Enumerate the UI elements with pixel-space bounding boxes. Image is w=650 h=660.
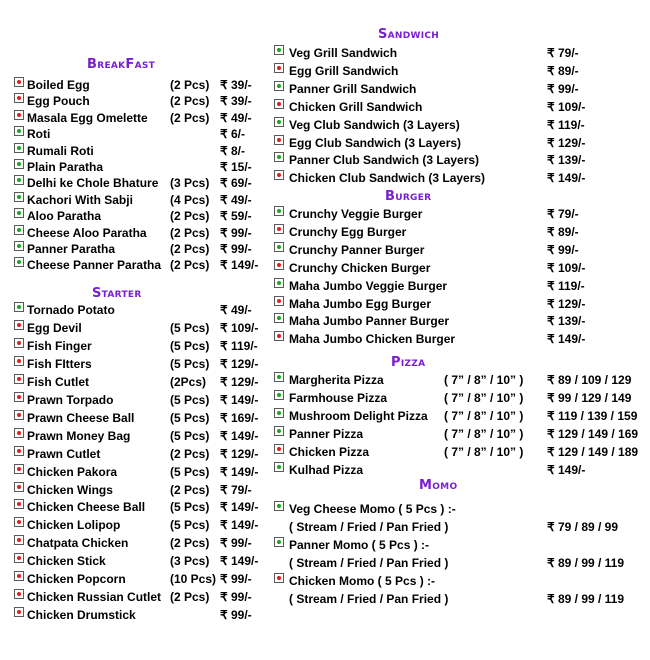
nonveg-indicator-icon [274, 331, 284, 341]
item-price: ₹ 149/- [547, 332, 586, 347]
item-name: Panner Grill Sandwich [289, 81, 417, 96]
item-name: Roti [27, 127, 51, 142]
item-name: Chicken Pizza [289, 444, 370, 459]
item-name: Crunchy Veggie Burger [289, 207, 423, 221]
item-name: Masala Egg Omelette [27, 110, 148, 125]
nonveg-indicator-icon [14, 464, 24, 474]
veg-indicator-icon [14, 208, 24, 218]
item-price: ₹ 129/- [220, 446, 259, 461]
item-name: Chicken Momo ( 5 Pcs ) :- [289, 573, 436, 588]
sandwich-item [274, 117, 650, 134]
burger-item [274, 242, 650, 259]
starter-item [14, 589, 259, 606]
item-name: Chatpata Chicken [27, 536, 129, 551]
item-name: Maha Jumbo Egg Burger [289, 296, 432, 311]
breakfast-item [14, 143, 259, 160]
item-price: ₹ 79/- [220, 482, 252, 497]
veg-indicator-icon [274, 462, 284, 472]
item-price: ₹ 149/- [220, 392, 259, 407]
item-quantity: (5 Pcs) [170, 356, 210, 371]
nonveg-indicator-icon [14, 428, 24, 438]
breakfast-item [14, 77, 259, 94]
nonveg-indicator-icon [14, 589, 24, 599]
item-price: ₹ 139/- [547, 153, 586, 168]
burger-item [274, 313, 650, 330]
item-name: Prawn Cutlet [27, 446, 101, 461]
item-size: ( 7” / 8” / 10” ) [444, 373, 524, 387]
item-price: ₹ 8/- [220, 143, 245, 158]
item-price: ₹ 129/- [547, 135, 586, 150]
item-price: ₹ 149/- [220, 554, 259, 569]
starter-item [14, 302, 259, 319]
item-name: Cheese Panner Paratha [27, 258, 162, 273]
breakfast-item [14, 110, 259, 127]
item-quantity: (2 Pcs) [170, 482, 210, 497]
breakfast-item [14, 225, 259, 242]
item-name: ( Stream / Fried / Pan Fried ) [289, 555, 449, 570]
item-name: Egg Pouch [27, 94, 90, 109]
item-price: ₹ 89/- [547, 63, 579, 78]
nonveg-indicator-icon [14, 320, 24, 330]
item-price: ₹ 99/- [220, 225, 252, 240]
starter-item [14, 446, 259, 463]
veg-indicator-icon [274, 313, 284, 323]
starter-item [14, 499, 259, 516]
veg-indicator-icon [274, 408, 284, 418]
item-name: Maha Jumbo Veggie Burger [289, 278, 448, 293]
nonveg-indicator-icon [14, 482, 24, 492]
item-quantity: (2 Pcs) [170, 110, 210, 125]
item-price: ₹ 149/- [220, 464, 259, 479]
item-size: ( 7” / 8” / 10” ) [444, 408, 524, 423]
item-name: Delhi ke Chole Bhature [27, 176, 159, 191]
momo-item [274, 591, 650, 608]
item-quantity: (3 Pcs) [170, 554, 210, 569]
veg-indicator-icon [274, 81, 284, 91]
sandwich-item [274, 152, 650, 169]
starter-item [14, 410, 259, 427]
item-name: Chicken Pakora [27, 464, 118, 479]
item-name: Aloo Paratha [27, 209, 102, 224]
item-quantity: (2 Pcs) [170, 446, 210, 461]
nonveg-indicator-icon [14, 392, 24, 402]
sandwich-item [274, 99, 650, 116]
item-name: Crunchy Chicken Burger [289, 260, 431, 275]
item-name: Panner Paratha [27, 242, 116, 256]
starter-item [14, 320, 259, 337]
veg-indicator-icon [14, 241, 24, 251]
nonveg-indicator-icon [274, 573, 284, 583]
item-name: Maha Jumbo Panner Burger [289, 314, 450, 329]
item-price: ₹ 149/- [547, 462, 586, 477]
burger-item [274, 224, 650, 241]
nonveg-indicator-icon [274, 260, 284, 270]
pizza-item [274, 372, 650, 389]
nonveg-indicator-icon [14, 77, 24, 87]
item-price: ₹ 59/- [220, 209, 252, 224]
item-price: ₹ 129/- [547, 296, 586, 311]
item-name: Crunchy Panner Burger [289, 242, 425, 257]
item-price: ₹ 149/- [220, 500, 259, 515]
item-price: ₹ 89 / 109 / 129 [547, 373, 632, 387]
veg-indicator-icon [14, 143, 24, 153]
item-name: Chicken Lolipop [27, 518, 121, 533]
nonveg-indicator-icon [14, 535, 24, 545]
item-name: Fish Cutlet [27, 374, 89, 389]
item-price: ₹ 109/- [220, 320, 259, 335]
item-size: ( 7” / 8” / 10” ) [444, 444, 524, 459]
nonveg-indicator-icon [274, 135, 284, 145]
item-price: ₹ 15/- [220, 160, 252, 174]
burger-item [274, 278, 650, 295]
item-name: Farmhouse Pizza [289, 390, 388, 405]
item-name: ( Stream / Fried / Pan Fried ) [289, 591, 449, 606]
item-name: Veg Grill Sandwich [289, 46, 398, 60]
item-quantity: (2 Pcs) [170, 258, 210, 273]
item-quantity: (2 Pcs) [170, 225, 210, 240]
veg-indicator-icon [274, 426, 284, 436]
item-price: ₹ 89 / 99 / 119 [547, 555, 625, 570]
item-name: Veg Cheese Momo ( 5 Pcs ) :- [289, 502, 456, 516]
item-name: Plain Paratha [27, 160, 104, 174]
momo-heading: Momo [419, 478, 458, 493]
item-name: Chicken Grill Sandwich [289, 99, 423, 114]
item-price: ₹ 99 / 129 / 149 [547, 390, 632, 405]
veg-indicator-icon [14, 302, 24, 312]
item-quantity: (2 Pcs) [170, 242, 210, 256]
starter-item [14, 607, 259, 624]
item-price: ₹ 109/- [547, 99, 586, 114]
item-price: ₹ 149/- [547, 171, 586, 186]
sandwich-item [274, 81, 650, 98]
item-name: Boiled Egg [27, 78, 90, 92]
item-price: ₹ 149/- [220, 428, 259, 443]
item-price: ₹ 69/- [220, 176, 252, 191]
item-price: ₹ 99/- [220, 608, 252, 623]
item-name: Mushroom Delight Pizza [289, 408, 428, 423]
veg-indicator-icon [14, 225, 24, 235]
item-price: ₹ 99/- [220, 590, 252, 605]
item-price: ₹ 149/- [220, 518, 259, 533]
burger-item [274, 331, 650, 348]
item-quantity: (5 Pcs) [170, 392, 210, 407]
pizza-item [274, 444, 650, 461]
item-price: ₹ 119/- [547, 117, 585, 132]
item-name: Panner Pizza [289, 426, 364, 441]
starter-heading: Starter [92, 286, 142, 301]
item-price: ₹ 89 / 99 / 119 [547, 591, 625, 606]
pizza-heading: Pizza [391, 355, 426, 370]
item-name: Prawn Money Bag [27, 428, 131, 443]
item-name: Maha Jumbo Chicken Burger [289, 332, 456, 347]
item-name: Fish Finger [27, 338, 92, 353]
item-quantity: (5 Pcs) [170, 410, 210, 425]
item-quantity: (2 Pcs) [170, 94, 210, 109]
item-quantity: (5 Pcs) [170, 500, 210, 515]
veg-indicator-icon [274, 278, 284, 288]
item-name: Chicken Drumstick [27, 608, 136, 623]
item-name: Veg Club Sandwich (3 Layers) [289, 117, 460, 132]
nonveg-indicator-icon [14, 553, 24, 563]
nonveg-indicator-icon [14, 410, 24, 420]
veg-indicator-icon [274, 117, 284, 127]
pizza-item [274, 462, 650, 479]
item-name: ( Stream / Fried / Pan Fried ) [289, 519, 449, 534]
momo-item [274, 537, 650, 554]
item-price: ₹ 99/- [547, 81, 579, 96]
nonveg-indicator-icon [14, 356, 24, 366]
breakfast-item [14, 159, 259, 176]
item-price: ₹ 49/- [220, 192, 252, 207]
veg-indicator-icon [274, 537, 284, 547]
item-price: ₹ 119/- [220, 338, 258, 353]
item-price: ₹ 129 / 149 / 169 [547, 426, 639, 441]
veg-indicator-icon [274, 372, 284, 382]
item-quantity: (5 Pcs) [170, 428, 210, 443]
item-quantity: (2 Pcs) [170, 209, 210, 224]
burger-item [274, 206, 650, 223]
veg-indicator-icon [274, 242, 284, 252]
starter-item [14, 374, 259, 391]
breakfast-item [14, 126, 259, 143]
item-price: ₹ 79/- [547, 46, 579, 60]
item-price: ₹ 49/- [220, 110, 252, 125]
veg-indicator-icon [274, 206, 284, 216]
nonveg-indicator-icon [274, 63, 284, 73]
item-price: ₹ 79/- [547, 207, 579, 221]
breakfast-item [14, 93, 259, 110]
nonveg-indicator-icon [14, 446, 24, 456]
item-quantity: (5 Pcs) [170, 338, 210, 353]
item-quantity: (2Pcs) [170, 374, 207, 389]
item-name: Egg Devil [27, 320, 82, 335]
starter-item [14, 392, 259, 409]
item-name: Chicken Wings [27, 482, 113, 497]
nonveg-indicator-icon [14, 374, 24, 384]
item-quantity: (3 Pcs) [170, 176, 210, 191]
nonveg-indicator-icon [14, 338, 24, 348]
item-name: Chicken Cheese Ball [27, 500, 146, 515]
item-name: Fish FItters [27, 356, 92, 371]
burger-item [274, 296, 650, 313]
veg-indicator-icon [274, 152, 284, 162]
breakfast-item [14, 241, 259, 258]
breakfast-item [14, 257, 259, 274]
veg-indicator-icon [274, 45, 284, 55]
item-quantity: (2 Pcs) [170, 536, 210, 551]
pizza-item [274, 408, 650, 425]
item-name: Panner Club Sandwich (3 Layers) [289, 153, 480, 168]
burger-item [274, 260, 650, 277]
nonveg-indicator-icon [274, 99, 284, 109]
item-name: Egg Grill Sandwich [289, 63, 399, 78]
sandwich-heading: Sandwich [378, 27, 440, 42]
nonveg-indicator-icon [14, 93, 24, 103]
starter-item [14, 356, 259, 373]
item-name: Cheese Aloo Paratha [27, 225, 147, 240]
burger-heading: Burger [385, 189, 432, 204]
item-size: ( 7” / 8” / 10” ) [444, 426, 524, 441]
nonveg-indicator-icon [274, 296, 284, 306]
veg-indicator-icon [14, 159, 24, 169]
momo-item [274, 501, 650, 518]
item-name: Chicken Popcorn [27, 572, 126, 587]
item-name: Tornado Potato [27, 303, 115, 317]
item-price: ₹ 109/- [547, 260, 586, 275]
item-quantity: (4 Pcs) [170, 192, 210, 207]
nonveg-indicator-icon [14, 517, 24, 527]
item-name: Kulhad Pizza [289, 462, 364, 477]
item-name: Egg Club Sandwich (3 Layers) [289, 135, 462, 150]
momo-item [274, 555, 650, 572]
veg-indicator-icon [14, 126, 24, 136]
pizza-item [274, 426, 650, 443]
starter-item [14, 535, 259, 552]
starter-item [14, 517, 259, 534]
item-quantity: (5 Pcs) [170, 464, 210, 479]
nonveg-indicator-icon [274, 224, 284, 234]
item-price: ₹ 39/- [220, 94, 252, 109]
breakfast-item [14, 175, 259, 192]
item-name: Prawn Cheese Ball [27, 410, 135, 425]
item-size: ( 7” / 8” / 10” ) [444, 390, 524, 405]
item-name: Kachori With Sabji [27, 192, 133, 207]
item-price: ₹ 129 / 149 / 189 [547, 444, 639, 459]
item-name: Chicken Russian Cutlet [27, 590, 162, 605]
starter-item [14, 338, 259, 355]
starter-item [14, 571, 259, 588]
item-name: Chicken Club Sandwich (3 Layers) [289, 171, 486, 186]
item-name: Rumali Roti [27, 143, 94, 158]
item-price: ₹ 129/- [220, 356, 259, 371]
nonveg-indicator-icon [274, 444, 284, 454]
veg-indicator-icon [14, 257, 24, 267]
item-price: ₹ 99/- [220, 536, 252, 551]
starter-item [14, 482, 259, 499]
sandwich-item [274, 63, 650, 80]
item-price: ₹ 89/- [547, 224, 579, 239]
veg-indicator-icon [14, 192, 24, 202]
breakfast-item [14, 208, 259, 225]
item-name: Panner Momo ( 5 Pcs ) :- [289, 537, 430, 552]
item-price: ₹ 119 / 139 / 159 [547, 408, 638, 423]
item-price: ₹ 6/- [220, 127, 245, 142]
item-price: ₹ 49/- [220, 303, 252, 317]
starter-item [14, 553, 259, 570]
item-price: ₹ 99/- [220, 242, 252, 256]
item-price: ₹ 129/- [220, 374, 259, 389]
item-price: ₹ 79 / 89 / 99 [547, 519, 619, 534]
pizza-item [274, 390, 650, 407]
item-name: Chicken Stick [27, 554, 106, 569]
starter-item [14, 464, 259, 481]
item-name: Margherita Pizza [289, 373, 384, 387]
breakfast-item [14, 192, 259, 209]
veg-indicator-icon [14, 175, 24, 185]
nonveg-indicator-icon [274, 170, 284, 180]
item-price: ₹ 99/- [220, 572, 252, 587]
item-quantity: (10 Pcs) [170, 572, 217, 587]
item-price: ₹ 149/- [220, 258, 259, 273]
item-name: Prawn Torpado [27, 392, 114, 407]
item-name: Crunchy Egg Burger [289, 224, 407, 239]
item-quantity: (2 Pcs) [170, 78, 210, 92]
item-price: ₹ 119/- [547, 278, 585, 293]
nonveg-indicator-icon [14, 499, 24, 509]
nonveg-indicator-icon [14, 571, 24, 581]
sandwich-item [274, 45, 650, 62]
item-quantity: (5 Pcs) [170, 518, 210, 533]
sandwich-item [274, 170, 650, 187]
item-quantity: (2 Pcs) [170, 590, 210, 605]
item-price: ₹ 139/- [547, 314, 586, 329]
momo-item [274, 519, 650, 536]
veg-indicator-icon [274, 501, 284, 511]
momo-item [274, 573, 650, 590]
item-quantity: (5 Pcs) [170, 320, 210, 335]
item-price: ₹ 169/- [220, 410, 259, 425]
nonveg-indicator-icon [14, 607, 24, 617]
item-price: ₹ 99/- [547, 242, 579, 257]
breakfast-heading: BreakFast [87, 57, 156, 72]
starter-item [14, 428, 259, 445]
sandwich-item [274, 135, 650, 152]
veg-indicator-icon [274, 390, 284, 400]
item-price: ₹ 39/- [220, 78, 252, 92]
nonveg-indicator-icon [14, 110, 24, 120]
